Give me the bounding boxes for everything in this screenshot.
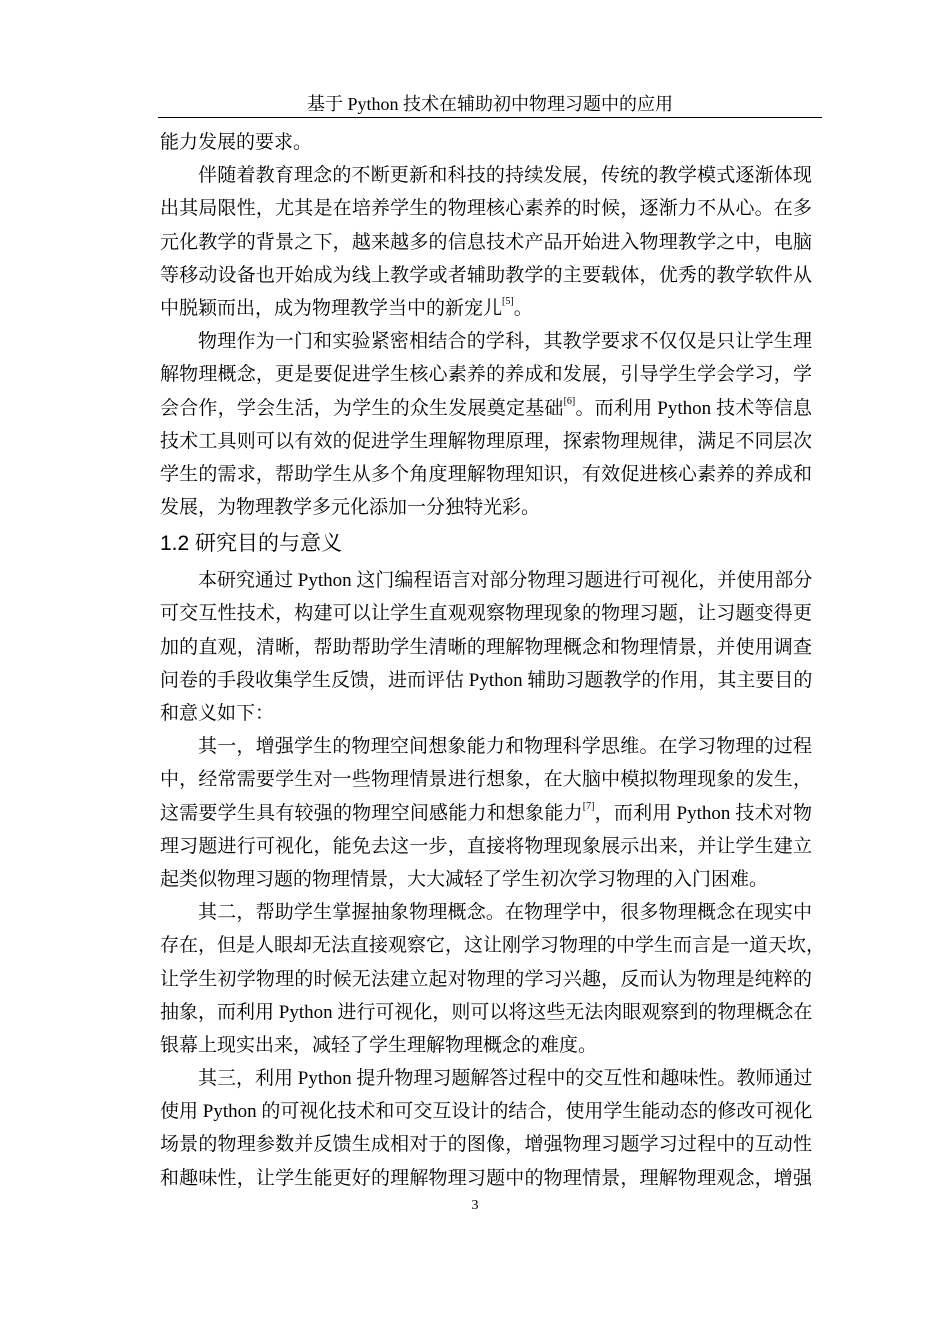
text-line <box>160 730 812 763</box>
text-run: 。 <box>513 297 533 319</box>
text-run: 让学生初学物理的时候无法建立起对物理的学习兴趣，反而认为物理是纯粹的 <box>160 968 812 990</box>
text-line <box>160 763 812 796</box>
text-run: 伴随着教育理念的不断更新和科技的持续发展，传统的教学模式逐渐体现 <box>198 165 812 187</box>
text-run: 元化教学的背景之下，越来越多的信息技术产品开始进入物理教学之中，电脑 <box>160 231 812 253</box>
text-line <box>160 192 812 225</box>
text-run: 和趣味性，让学生能更好的理解物理习题中的物理情景，理解物理观念，增强 <box>160 1167 812 1189</box>
text-line <box>160 1062 812 1095</box>
text-line <box>160 597 812 630</box>
text-run: ，而利用 Python 技术对物 <box>594 802 812 824</box>
text-run: 加的直观，清晰，帮助帮助学生清晰的理解物理概念和物理情景，并使用调查 <box>160 636 812 658</box>
text-run: 能力发展的要求。 <box>160 132 313 153</box>
text-run: 等移动设备也开始成为线上教学或者辅助教学的主要载体，优秀的教学软件从 <box>160 264 812 286</box>
paragraph <box>160 896 826 1062</box>
paragraph <box>160 126 812 159</box>
text-line <box>160 259 812 292</box>
text-line <box>160 564 812 597</box>
text-line <box>160 664 812 697</box>
text-run: 场景的物理参数并反馈生成相对于的图像，增强物理习题学习过程中的互动性 <box>160 1134 812 1156</box>
section-heading: 1.2 研究目的与意义 <box>160 532 343 556</box>
text-line <box>160 325 812 358</box>
header-rule <box>158 117 822 118</box>
running-header: 基于 Python 技术在辅助初中物理习题中的应用 <box>306 94 673 114</box>
text-line <box>160 1162 812 1195</box>
paragraph <box>160 159 812 325</box>
text-line <box>160 929 826 962</box>
text-run: 这需要学生具有较强的物理空间感能力和想象能力 <box>160 802 583 824</box>
text-run: 存在，但是人眼却无法直接观察它，这让刚学习物理的中学生而言是一道天坎， <box>160 935 826 957</box>
text-run: 解物理概念，更是要促进学生核心素养的养成和发展，引导学生学会学习，学 <box>160 364 812 386</box>
text-line <box>160 996 812 1029</box>
text-line <box>160 963 812 996</box>
text-run: 技术工具则可以有效的促进学生理解物理原理，探索物理规律，满足不同层次 <box>160 430 812 452</box>
text-run: 其二，帮助学生掌握抽象物理概念。在物理学中，很多物理概念在现实中 <box>198 902 812 924</box>
paragraph <box>160 730 812 896</box>
text-line <box>160 491 812 524</box>
text-line <box>160 1095 812 1128</box>
citation-superscript: [7] <box>582 800 595 812</box>
citation-superscript: [5] <box>502 295 514 307</box>
text-run: 问卷的手段收集学生反馈，进而评估 Python 辅助习题教学的作用，其主要目的 <box>160 669 813 691</box>
page-number: 3 <box>471 1198 479 1213</box>
text-run: 中，经常需要学生对一些物理情景进行想象，在大脑中模拟物理现象的发生， <box>160 769 812 791</box>
text-run: 会合作，学会生活，为学生的众生发展奠定基础 <box>160 397 564 419</box>
text-line <box>160 697 812 730</box>
text-line <box>160 896 812 929</box>
text-run: 起类似物理习题的物理情景，大大减轻了学生初次学习物理的入门困难。 <box>160 868 769 890</box>
text-run: 发展，为物理教学多元化添加一分独特光彩。 <box>160 497 541 519</box>
text-run: 。而利用 Python 技术等信息 <box>575 397 812 419</box>
text-run: 理习题进行可视化，能免去这一步，直接将物理现象展示出来，并让学生建立 <box>160 835 812 857</box>
text-run: 学生的需求，帮助学生从多个角度理解物理知识，有效促进核心素养的养成和 <box>160 463 812 485</box>
text-line <box>160 126 812 159</box>
text-line <box>160 226 812 259</box>
text-run: 其一，增强学生的物理空间想象能力和物理科学思维。在学习物理的过程 <box>198 736 812 758</box>
text-line <box>160 797 812 830</box>
text-line <box>160 1128 812 1161</box>
text-run: 和意义如下： <box>160 703 275 724</box>
paragraph <box>160 325 812 524</box>
text-line <box>160 1029 812 1062</box>
text-line <box>160 863 812 896</box>
text-line <box>160 292 812 325</box>
text-line <box>160 392 812 425</box>
text-run: 可交互性技术，构建可以让学生直观观察物理现象的物理习题，让习题变得更 <box>160 603 812 625</box>
text-line <box>160 358 812 391</box>
text-run: 银幕上现实出来，减轻了学生理解物理概念的难度。 <box>160 1034 598 1056</box>
text-run: 其三，利用 Python 提升物理习题解答过程中的交互性和趣味性。教师通过 <box>198 1068 813 1090</box>
text-line <box>160 631 812 664</box>
paragraph <box>160 1062 812 1195</box>
citation-superscript: [6] <box>563 395 576 407</box>
text-line <box>160 159 812 192</box>
text-run: 中脱颖而出，成为物理教学当中的新宠儿 <box>160 297 503 319</box>
text-run: 使用 Python 的可视化技术和可交互设计的结合，使用学生能动态的修改可视化 <box>160 1101 813 1123</box>
text-line <box>160 458 812 491</box>
text-line <box>160 830 812 863</box>
text-run: 物理作为一门和实验紧密相结合的学科，其教学要求不仅仅是只让学生理 <box>198 331 812 353</box>
text-run: 出其局限性，尤其是在培养学生的物理核心素养的时候，逐渐力不从心。在多 <box>160 198 812 220</box>
paragraph <box>160 564 812 730</box>
text-run: 本研究通过 Python 这门编程语言对部分物理习题进行可视化，并使用部分 <box>198 570 813 592</box>
document-body <box>160 126 826 1195</box>
text-run: 抽象，而利用 Python 进行可视化，则可以将这些无法肉眼观察到的物理概念在 <box>160 1001 813 1023</box>
text-line <box>160 425 812 458</box>
